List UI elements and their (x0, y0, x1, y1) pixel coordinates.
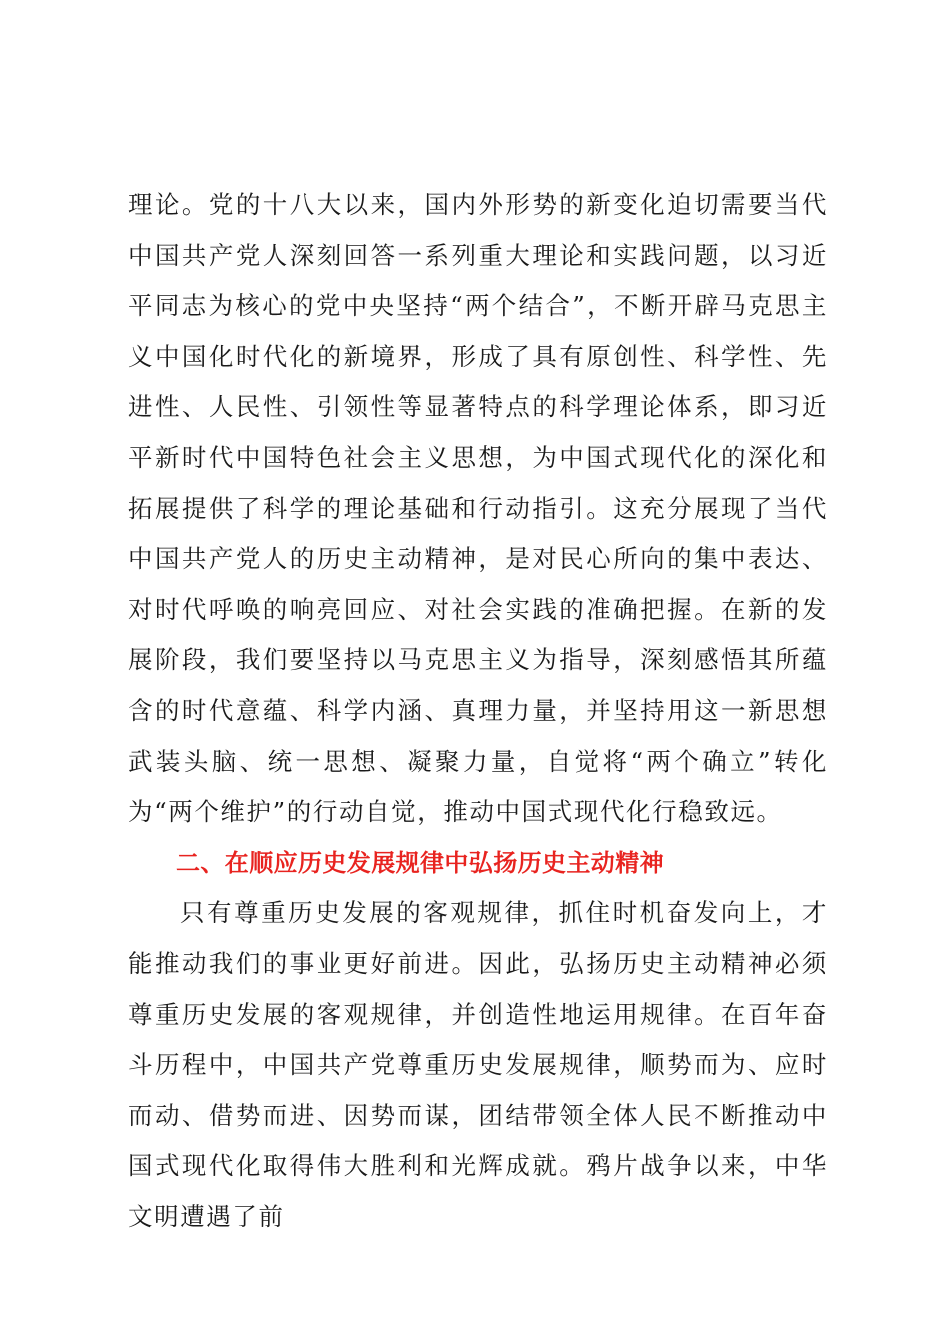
body-paragraph-continuation: 理论。党的十八大以来，国内外形势的新变化迫切需要当代中国共产党人深刻回答一系列重大理论和实践问题，以习近平同志为核心的党中央坚持“两个结合”，不断开辟马克思主义中国化时代化的新境界，形成了具有原创性、科学性、先进性、人民性、引领性等显著特点的科学理论体系，即习近平新时代中国特色社会主义思想，为中国式现代化的深化和拓展提供了科学的理论基础和行动指引。这充分展现了当代中国共产党人的历史主动精神，是对民心所向的集中表达、对时代呼唤的响亮回应、对社会实践的准确把握。在新的发展阶段，我们要坚持以马克思主义为指导，深刻感悟其所蕴含的时代意蕴、科学内涵、真理力量，并坚持用这一新思想武装头脑、统一思想、凝聚力量，自觉将“两个确立”转化为“两个维护”的行动自觉，推动中国式现代化行稳致远。 (128, 190, 828, 827)
body-paragraph: 只有尊重历史发展的客观规律，抓住时机奋发向上，才能推动我们的事业更好前进。因此，弘扬历史主动精神必须尊重历史发展的客观规律，并创造性地运用规律。在百年奋斗历程中，中国共产党尊重历史发展规律，顺势而为、应时而动、借势而进、因势而谋，团结带领全体人民不断推动中国式现代化取得伟大胜利和光辉成就。鸦片战争以来，中华文明遭遇了前 (128, 898, 828, 1231)
section-heading: 二、在顺应历史发展规律中弘扬历史主动精神 (176, 848, 664, 877)
document-page (128, 180, 828, 1242)
